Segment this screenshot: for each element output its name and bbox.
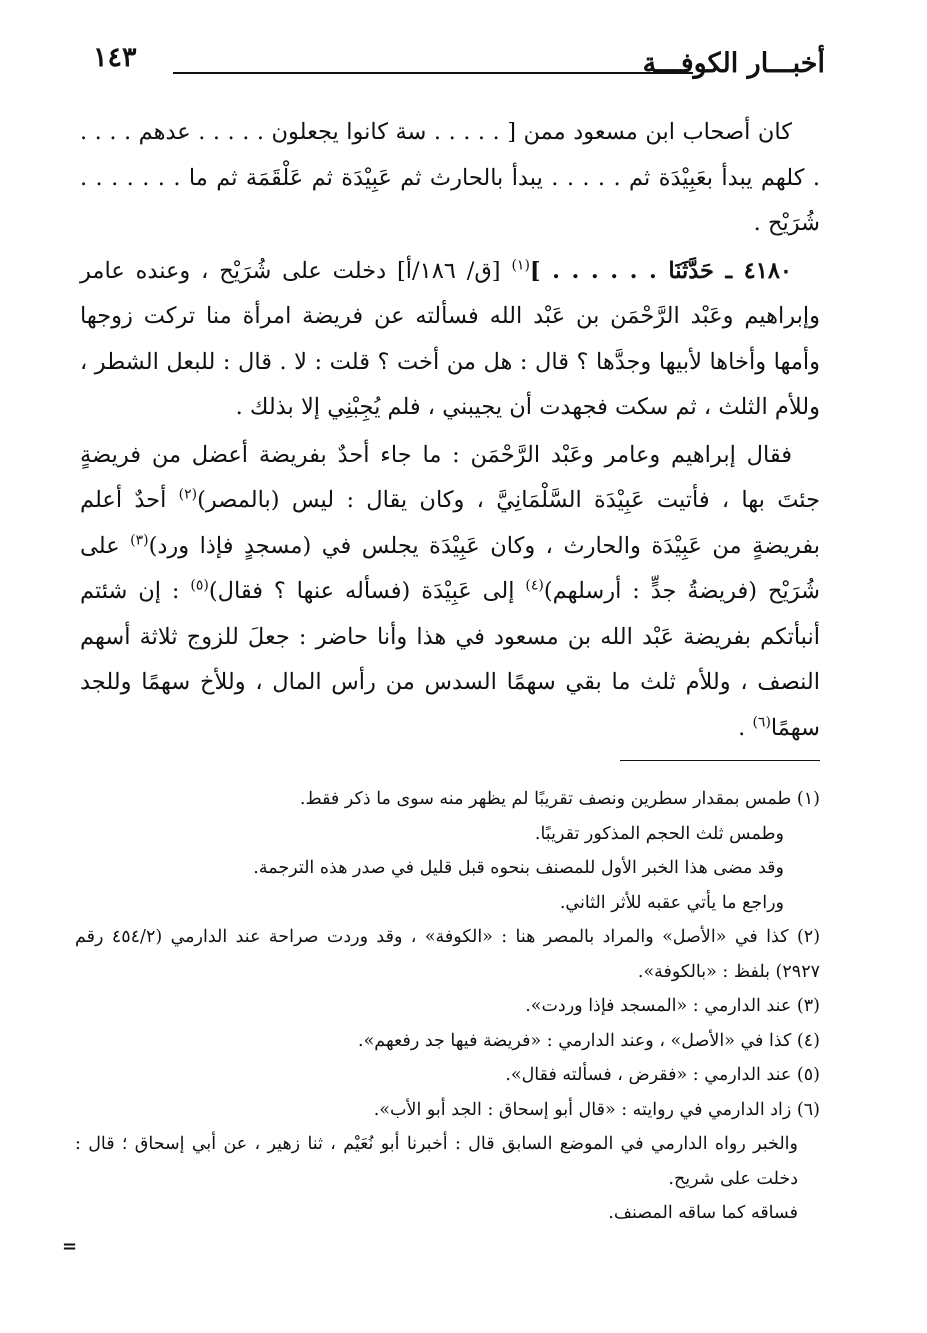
footnote-ref-6: (٦): [752, 714, 771, 730]
hadith-body: [ق/ ١٨٦/أ] دخلت على شُرَيْح ، وعنده عامر وإبراهيم وعَبْد الرَّحْمَن بن عَبْد الله فسألته عن فريضة امرأة منا تركت زوجها وأمها وأخاها لأبيها وجدَّها ؟ قال : هل من أخت ؟ قلت : لا . قال : للبعل الشطر ، وللأم الثلث ، ثم سكت فجهدت أن يجيبني ، فلم يُجِبْنِي إلا بذلك .: [80, 257, 820, 420]
answer-text-1: فقال إبراهيم وعامر وعَبْد الرَّحْمَن : ما جاء أحدٌ بفريضة أعضل من فريضةٍ جئتَ بها ، فأتيت عَبِيْدَة السَّلْمَانِيَّ ، وكان يقال : ليس (بالمصر): [80, 441, 820, 513]
footnote-ref-4: (٤): [525, 577, 544, 594]
footnote-3: (٣) عند الدارمي : «المسجد فإذا وردت».: [525, 996, 820, 1016]
footnote-1-line-4: وراجع ما يأتي عقبه للأثر الثاني.: [559, 892, 784, 913]
paragraph-answer: [80, 433, 820, 752]
answer-text-4: إلى عَبِيْدَة (فسأله عنها ؟ فقال): [208, 578, 526, 604]
continuation-mark: =: [62, 1236, 78, 1257]
answer-text-6: .: [738, 714, 753, 741]
footnote-1: (١) طمس بمقدار سطرين ونصف تقريبًا لم يظهر منه سوى ما ذكر فقط.: [299, 789, 820, 809]
paragraph-intro: كان أصحاب ابن مسعود ممن [ . . . . . سة كانوا يجعلون . . . . . عدهم . . . . . كلهم يبدأ بعَبِيْدَة ثم . . . . . يبدأ بالحارث ثم عَبِيْدَة ثم عَلْقَمَة ثم ما . . . . . . . شُرَيْح .: [80, 119, 820, 236]
footnote-ref-3: (٣): [130, 532, 149, 548]
footnote-closing-note: فساقه كما ساقه المصنف.: [608, 1203, 798, 1223]
footnote-2: (٢) كذا في «الأصل» والمراد بالمصر هنا : «الكوفة» ، وقد وردت صراحة عند الدارمي (٤٥٤/٢ رقم ٢٩٢٧) بلفظ : «بالكوفة».: [75, 927, 821, 982]
footnote-ref-2: (٢): [178, 486, 198, 503]
answer-text-2: أحدٌ أعلم بفريضةٍ من عَبِيْدَة والحارث ، وكان عَبِيْدَة يجلس في (مسجدٍ فإذا ورد): [80, 487, 820, 559]
header-rule: [173, 72, 693, 74]
footnote-6: (٦) زاد الدارمي في روايته : «قال أبو إسحاق : الجد أبو الأب».: [373, 1099, 820, 1120]
footnote-5: (٥) عند الدارمي : «فقرض ، فسألته فقال».: [505, 1065, 820, 1085]
answer-text-3: على شُرَيْح (فريضةُ جدٍّ : أرسلهم): [80, 532, 821, 604]
footnote-separator: [620, 760, 820, 761]
page-number: ١٤٣: [93, 42, 137, 73]
page-header: [85, 40, 825, 90]
hadith-number: ٤١٨٠ ـ حَدَّثَنَا . . . . . . ]: [529, 257, 792, 284]
footnote-4: (٤) كذا في «الأصل» ، وعند الدارمي : «فريضة فيها جد رفعهم».: [358, 1030, 820, 1051]
footnote-ref-1: (١): [511, 257, 530, 273]
footnote-ref-5: (٥): [190, 577, 209, 594]
footnotes: [75, 782, 820, 1231]
main-text: [80, 110, 820, 751]
paragraph-hadith-4180: [80, 249, 820, 431]
footnote-source-note: والخبر رواه الدارمي في الموضع السابق قال : أخبرنا أبو نُعَيْم ، ثنا زهير ، عن أبي إسحاق ؛ قال : دخلت على شريح.: [75, 1134, 798, 1189]
answer-text-5: : إن شئتم أنبأتكم بفريضة عَبْد الله بن مسعود في هذا وأنا حاضر : جعلَ للزوج ثلاثة أسهم النصف ، وللأم ثلث ما بقي سهمًا السدس من رأس المال ، وللأخ سهمًا وللجد سهمًا: [80, 578, 820, 741]
footnote-1-line-3: وقد مضى هذا الخبر الأول للمصنف بنحوه قبل قليل في صدر هذه الترجمة.: [253, 858, 784, 878]
footnote-1-line-2: وطمس ثلث الحجم المذكور تقريبًا.: [534, 823, 784, 844]
running-title: أخبـــار الكوفـــة: [642, 48, 825, 79]
